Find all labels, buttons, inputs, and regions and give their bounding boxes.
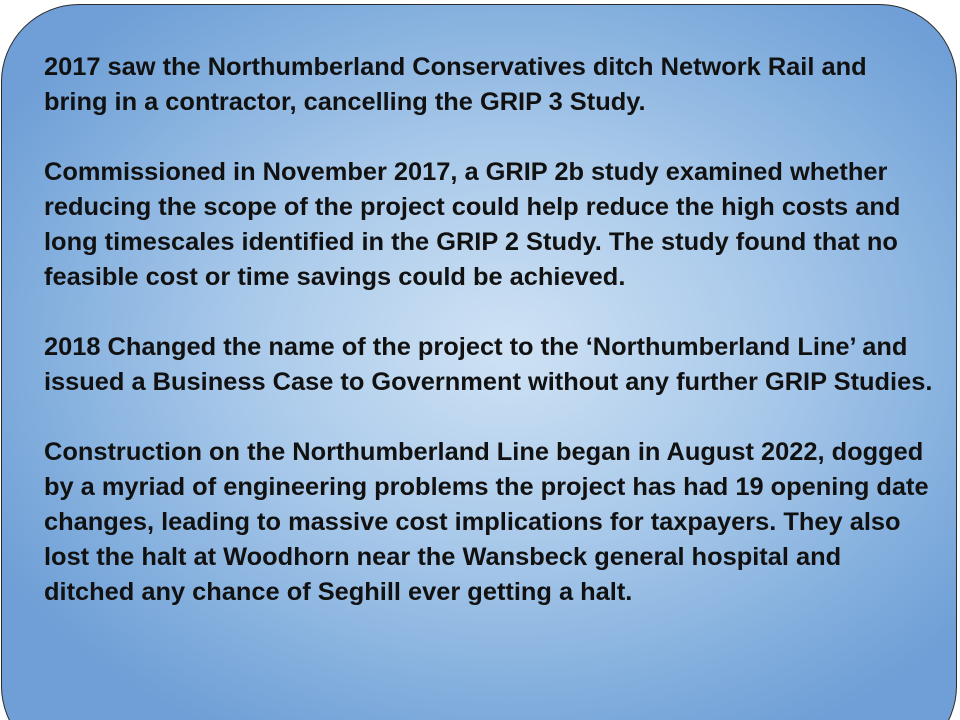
paragraph-2017-contractor: 2017 saw the Northumberland Conservatives ditch Network Rail and bring in a contractor, cancelling the GRIP 3 Study. — [44, 53, 867, 116]
text-body — [44, 50, 934, 610]
paragraph-grip-2b-study: Commissioned in November 2017, a GRIP 2b study examined whether reducing the scope of the project could help reduce the high costs and long timescales identified in the GRIP 2 Study. The study found that no feasible cost or time savings could be achieved. — [44, 158, 901, 291]
paragraph-2018-name-change: 2018 Changed the name of the project to the ‘Northumberland Line’ and issued a Business Case to Government without any further GRIP Studies. — [44, 333, 933, 396]
paragraph-construction-2022: Construction on the Northumberland Line began in August 2022, dogged by a myriad of engineering problems the project has had 19 opening date changes, leading to massive cost implications for taxpayers. They also lost the halt at Woodhorn near the Wansbeck general hospital and ditched any chance of Seghill ever getting a halt. — [44, 438, 929, 606]
